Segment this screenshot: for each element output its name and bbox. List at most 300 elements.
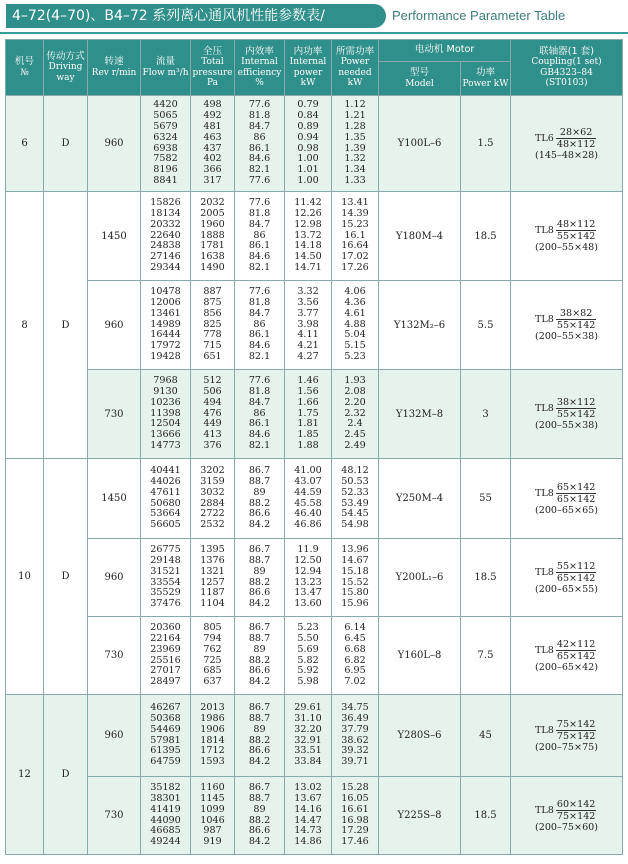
ipow-value: 1.00 — [297, 175, 319, 187]
ipow-value: 3.77 — [297, 307, 319, 319]
cell-flow — [141, 617, 191, 695]
cell-ipow — [285, 370, 332, 459]
flow-value: 44090 — [150, 814, 181, 826]
npow-value: 15.80 — [341, 587, 369, 599]
cell-eff — [235, 281, 285, 370]
flow-value: 23969 — [150, 643, 181, 655]
cell-speed: 960 — [88, 96, 141, 192]
flow-value: 13666 — [150, 429, 181, 441]
npow-value: 39.71 — [341, 756, 369, 768]
eff-value: 84.6 — [248, 251, 271, 263]
table-row — [6, 617, 623, 695]
npow-value: 1.93 — [344, 374, 366, 386]
ipow-value: 13.67 — [294, 792, 322, 804]
cell-ipow — [285, 777, 332, 855]
cell-driving: D — [44, 96, 88, 192]
cell-npow — [332, 192, 379, 281]
npow-value: 1.32 — [344, 153, 366, 165]
coupling-denominator: 55×142 — [556, 231, 596, 242]
coupling-denominator: 65×142 — [556, 572, 596, 584]
cell-pressure — [191, 695, 235, 777]
coupling-denominator: 75×142 — [556, 810, 596, 822]
ipow-value: 5.98 — [297, 676, 319, 688]
flow-value: 8196 — [153, 164, 178, 176]
flow-value: 11398 — [150, 407, 181, 419]
flow-value: 6324 — [153, 131, 178, 143]
cell-npow — [332, 695, 379, 777]
coupling-fraction — [556, 561, 597, 584]
coupling-prefix: TL8 — [534, 487, 554, 499]
cell-eff — [235, 370, 285, 459]
npow-value: 1.12 — [344, 98, 366, 110]
flow-value: 18134 — [150, 207, 181, 219]
flow-value: 27017 — [150, 665, 181, 677]
eff-value: 84.6 — [248, 340, 271, 352]
eff-value: 86.7 — [248, 781, 271, 793]
flow-value: 16444 — [150, 329, 181, 341]
flow-value: 10236 — [150, 396, 181, 408]
coupling-code: (200–65×55) — [534, 583, 599, 595]
npow-value: 5.04 — [344, 329, 366, 341]
ipow-value: 14.71 — [294, 262, 322, 274]
flow-value: 50368 — [150, 712, 181, 724]
cell-ipow — [285, 695, 332, 777]
npow-value: 6.14 — [344, 621, 366, 633]
cell-ipow — [285, 192, 332, 281]
coupling-prefix: TL8 — [534, 403, 554, 414]
eff-value: 86.1 — [248, 418, 271, 430]
coupling-prefix: TL6 — [534, 132, 554, 144]
table-row — [6, 370, 623, 459]
table-row — [6, 777, 623, 855]
ipow-value: 1.66 — [297, 396, 319, 408]
pressure-value: 715 — [203, 340, 222, 352]
flow-value: 10478 — [150, 285, 181, 297]
npow-value: 39.32 — [341, 745, 369, 757]
npow-value: 53.49 — [341, 497, 369, 509]
npow-value: 15.23 — [341, 218, 369, 230]
pressure-value: 1395 — [200, 543, 225, 555]
eff-value: 88.7 — [248, 554, 271, 566]
npow-value: 14.67 — [341, 554, 369, 566]
eff-value: 82.1 — [248, 164, 271, 176]
pressure-value: 1960 — [200, 218, 225, 230]
npow-value: 4.06 — [344, 285, 366, 297]
coupling-fraction — [556, 719, 597, 742]
npow-value: 54.45 — [341, 508, 369, 520]
flow-value: 12006 — [150, 296, 181, 308]
flow-value: 29148 — [150, 554, 181, 566]
npow-value: 1.39 — [344, 142, 366, 154]
coupling-fraction — [556, 639, 597, 662]
col-motor-power: 功率 Power kW — [461, 62, 511, 96]
pressure-value: 762 — [203, 643, 222, 655]
eff-value: 88.7 — [248, 792, 271, 804]
pressure-value: 887 — [203, 285, 222, 297]
flow-value: 26775 — [150, 543, 181, 555]
table-row — [6, 281, 623, 370]
pressure-value: 725 — [203, 654, 222, 666]
flow-value: 9130 — [153, 385, 178, 397]
npow-value: 2.08 — [344, 385, 366, 397]
cell-coupling — [511, 281, 623, 370]
coupling-numerator: 60×142 — [556, 798, 596, 810]
ipow-value: 0.94 — [297, 131, 319, 143]
ipow-value: 14.18 — [294, 240, 322, 252]
npow-value: 17.02 — [341, 251, 369, 263]
pressure-value: 512 — [203, 374, 222, 386]
eff-value: 84.7 — [248, 120, 271, 132]
npow-value: 17.26 — [341, 262, 369, 274]
eff-value: 86.7 — [248, 701, 271, 713]
ipow-value: 44.59 — [294, 486, 322, 498]
coupling-spec — [535, 482, 598, 516]
cell-flow — [141, 777, 191, 855]
coupling-spec — [535, 561, 598, 595]
ipow-value: 4.11 — [297, 329, 319, 341]
npow-value: 2.32 — [344, 407, 366, 419]
eff-value: 84.2 — [248, 836, 271, 848]
eff-value: 88.2 — [248, 734, 271, 746]
eff-value: 89 — [253, 803, 266, 815]
npow-value: 15.52 — [341, 576, 369, 588]
cell-model-no: 12 — [6, 695, 44, 855]
cell-model-no: 8 — [6, 192, 44, 459]
cell-motor-model: Y280S–6 — [379, 695, 461, 777]
pressure-value: 987 — [203, 825, 222, 837]
flow-value: 12504 — [150, 418, 181, 430]
cell-flow — [141, 281, 191, 370]
ipow-value: 32.91 — [294, 734, 322, 746]
pressure-value: 919 — [203, 836, 222, 848]
coupling-prefix: TL8 — [534, 314, 554, 325]
col-pressure: 全压 Total pressure Pa — [191, 40, 235, 96]
npow-value: 4.61 — [344, 307, 366, 319]
npow-value: 1.33 — [344, 175, 366, 187]
pressure-value: 1781 — [200, 240, 225, 252]
cell-speed: 1450 — [88, 459, 141, 539]
page-title: 4–72(4–70)、B4–72 系列离心通风机性能参数表/ — [12, 8, 325, 24]
pressure-value: 2032 — [200, 196, 225, 208]
npow-value: 15.28 — [341, 781, 369, 793]
coupling-spec — [535, 127, 598, 161]
pressure-value: 1104 — [200, 598, 225, 610]
eff-value: 82.1 — [248, 440, 271, 452]
npow-value: 6.95 — [344, 665, 366, 677]
coupling-numerator: 38×112 — [556, 397, 596, 408]
cell-coupling — [511, 539, 623, 617]
eff-value: 86.7 — [248, 543, 271, 555]
coupling-denominator: 65×142 — [556, 650, 596, 662]
flow-value: 8841 — [153, 175, 178, 187]
eff-value: 86.6 — [248, 665, 271, 677]
pressure-value: 376 — [203, 440, 222, 452]
flow-value: 38301 — [150, 792, 181, 804]
pressure-value: 449 — [203, 418, 222, 430]
npow-value: 6.82 — [344, 654, 366, 666]
flow-value: 56605 — [150, 519, 181, 531]
coupling-code: (200–65×65) — [534, 504, 599, 516]
coupling-code: (200–75×75) — [534, 741, 599, 753]
cell-coupling — [511, 695, 623, 777]
cell-flow — [141, 695, 191, 777]
flow-value: 17972 — [150, 340, 181, 352]
pressure-value: 498 — [203, 98, 222, 110]
eff-value: 88.2 — [248, 576, 271, 588]
npow-value: 1.21 — [344, 109, 366, 121]
npow-value: 5.23 — [344, 351, 366, 363]
coupling-prefix: TL8 — [534, 804, 554, 816]
cell-motor-power: 3 — [461, 370, 511, 459]
cell-coupling — [511, 96, 623, 192]
flow-value: 14773 — [150, 440, 181, 452]
cell-eff — [235, 539, 285, 617]
pressure-value: 1888 — [200, 229, 225, 241]
ipow-value: 3.98 — [297, 318, 319, 330]
eff-value: 88.2 — [248, 497, 271, 509]
cell-driving: D — [44, 695, 88, 855]
pressure-value: 856 — [203, 307, 222, 319]
cell-ipow — [285, 96, 332, 192]
ipow-value: 0.98 — [297, 142, 319, 154]
performance-table — [5, 39, 623, 855]
coupling-code: (200–65×42) — [534, 661, 599, 673]
pressure-value: 685 — [203, 665, 222, 677]
coupling-numerator: 55×112 — [556, 560, 596, 572]
table-row — [6, 539, 623, 617]
ipow-value: 5.92 — [297, 665, 319, 677]
eff-value: 84.7 — [248, 396, 271, 408]
flow-value: 5065 — [153, 109, 178, 121]
coupling-denominator: 48×112 — [556, 138, 596, 150]
coupling-numerator: 65×142 — [556, 481, 596, 493]
ipow-value: 12.98 — [294, 218, 322, 230]
npow-value: 13.96 — [341, 543, 369, 555]
ipow-value: 11.42 — [294, 196, 322, 208]
npow-value: 15.18 — [341, 565, 369, 577]
eff-value: 84.2 — [248, 676, 271, 688]
coupling-code: (200–75×60) — [534, 821, 599, 833]
cell-ipow — [285, 459, 332, 539]
cell-npow — [332, 777, 379, 855]
npow-value: 15.96 — [341, 598, 369, 610]
eff-value: 84.6 — [248, 429, 271, 441]
flow-value: 27146 — [150, 251, 181, 263]
eff-value: 81.8 — [248, 385, 271, 397]
npow-value: 37.79 — [341, 723, 369, 735]
flow-value: 50680 — [150, 497, 181, 509]
flow-value: 33554 — [150, 576, 181, 588]
col-power-needed: 所需功率 Power needed kW — [332, 40, 379, 96]
cell-ipow — [285, 617, 332, 695]
cell-motor-model: Y132M–8 — [379, 370, 461, 459]
pressure-value: 1187 — [200, 587, 225, 599]
coupling-spec — [535, 219, 598, 253]
cell-model-no: 10 — [6, 459, 44, 695]
cell-motor-model: Y100L–6 — [379, 96, 461, 192]
npow-value: 13.41 — [341, 196, 369, 208]
ipow-value: 46.86 — [294, 519, 322, 531]
cell-eff — [235, 695, 285, 777]
cell-coupling — [511, 192, 623, 281]
npow-value: 38.62 — [341, 734, 369, 746]
eff-value: 86 — [253, 318, 266, 330]
ipow-value: 12.94 — [294, 565, 322, 577]
pressure-value: 1593 — [200, 756, 225, 768]
coupling-code: (145–48×28) — [534, 149, 599, 161]
cell-flow — [141, 539, 191, 617]
pressure-value: 825 — [203, 318, 222, 330]
pressure-value: 2884 — [200, 497, 225, 509]
cell-motor-power: 1.5 — [461, 96, 511, 192]
pressure-value: 506 — [203, 385, 222, 397]
coupling-prefix: TL8 — [534, 566, 554, 578]
cell-coupling — [511, 370, 623, 459]
coupling-spec — [535, 719, 598, 753]
eff-value: 86.6 — [248, 745, 271, 757]
eff-value: 86.6 — [248, 587, 271, 599]
ipow-value: 46.40 — [294, 508, 322, 520]
cell-coupling — [511, 777, 623, 855]
cell-ipow — [285, 281, 332, 370]
cell-pressure — [191, 539, 235, 617]
ipow-value: 13.23 — [294, 576, 322, 588]
pressure-value: 494 — [203, 396, 222, 408]
flow-value: 31521 — [150, 565, 181, 577]
pressure-value: 1099 — [200, 803, 225, 815]
ipow-value: 41.00 — [294, 464, 322, 476]
flow-value: 61395 — [150, 745, 181, 757]
ipow-value: 0.79 — [297, 98, 319, 110]
flow-value: 14989 — [150, 318, 181, 330]
ipow-value: 0.84 — [297, 109, 319, 121]
ipow-value: 13.47 — [294, 587, 322, 599]
flow-value: 20332 — [150, 218, 181, 230]
pressure-value: 402 — [203, 153, 222, 165]
flow-value: 41419 — [150, 803, 181, 815]
flow-value: 37476 — [150, 598, 181, 610]
eff-value: 81.8 — [248, 296, 271, 308]
flow-value: 22640 — [150, 229, 181, 241]
eff-value: 89 — [253, 486, 266, 498]
coupling-fraction — [556, 308, 597, 331]
coupling-fraction — [556, 127, 597, 150]
eff-value: 77.6 — [248, 98, 271, 110]
table-row — [6, 192, 623, 281]
ipow-value: 1.00 — [297, 153, 319, 165]
table-row — [6, 695, 623, 777]
eff-value: 89 — [253, 723, 266, 735]
pressure-value: 1257 — [200, 576, 225, 588]
cell-motor-power: 45 — [461, 695, 511, 777]
coupling-spec — [535, 308, 598, 342]
flow-value: 24838 — [150, 240, 181, 252]
npow-value: 16.05 — [341, 792, 369, 804]
cell-speed: 960 — [88, 695, 141, 777]
ipow-value: 1.46 — [297, 374, 319, 386]
pressure-value: 1814 — [200, 734, 225, 746]
ipow-value: 14.47 — [294, 814, 322, 826]
pressure-value: 1046 — [200, 814, 225, 826]
pressure-value: 1160 — [200, 781, 225, 793]
coupling-denominator: 55×142 — [556, 409, 596, 420]
pressure-value: 476 — [203, 407, 222, 419]
coupling-spec — [535, 799, 598, 833]
eff-value: 88.2 — [248, 654, 271, 666]
pressure-value: 1145 — [200, 792, 225, 804]
cell-motor-model: Y160L–8 — [379, 617, 461, 695]
eff-value: 88.7 — [248, 712, 271, 724]
ipow-value: 33.84 — [294, 756, 322, 768]
pressure-value: 437 — [203, 142, 222, 154]
cell-speed: 960 — [88, 539, 141, 617]
pressure-value: 481 — [203, 120, 222, 132]
eff-value: 84.7 — [248, 218, 271, 230]
ipow-value: 5.69 — [297, 643, 319, 655]
coupling-numerator: 38×82 — [556, 308, 597, 320]
flow-value: 57981 — [150, 734, 181, 746]
eff-value: 86.1 — [248, 142, 271, 154]
ipow-value: 4.27 — [297, 351, 319, 363]
flow-value: 47611 — [150, 486, 181, 498]
npow-value: 54.98 — [341, 519, 369, 531]
table-row — [6, 459, 623, 539]
col-model-no: 机号 № — [6, 40, 44, 96]
ipow-value: 1.01 — [297, 164, 319, 176]
flow-value: 64759 — [150, 756, 181, 768]
flow-value: 7968 — [153, 374, 178, 386]
table-row — [6, 96, 623, 192]
col-speed: 转速 Rev r/min — [88, 40, 141, 96]
cell-flow — [141, 459, 191, 539]
flow-value: 35182 — [150, 781, 181, 793]
eff-value: 86.1 — [248, 240, 271, 252]
ipow-value: 14.73 — [294, 825, 322, 837]
coupling-code: (200–55×38) — [534, 420, 599, 431]
npow-value: 17.29 — [341, 825, 369, 837]
pressure-value: 1712 — [200, 745, 225, 757]
cell-motor-model: Y200L₁–6 — [379, 539, 461, 617]
pressure-value: 2005 — [200, 207, 225, 219]
ipow-value: 43.07 — [294, 475, 322, 487]
col-motor: 电动机 Motor — [379, 40, 511, 62]
npow-value: 16.61 — [341, 803, 369, 815]
ipow-value: 29.61 — [294, 701, 322, 713]
cell-pressure — [191, 617, 235, 695]
eff-value: 84.2 — [248, 598, 271, 610]
flow-value: 40441 — [150, 464, 181, 476]
coupling-code: (200–55×38) — [534, 331, 599, 342]
ipow-value: 45.58 — [294, 497, 322, 509]
cell-npow — [332, 281, 379, 370]
flow-value: 22164 — [150, 632, 181, 644]
eff-value: 89 — [253, 565, 266, 577]
pressure-value: 778 — [203, 329, 222, 341]
cell-eff — [235, 777, 285, 855]
cell-motor-power: 18.5 — [461, 192, 511, 281]
coupling-denominator: 65×142 — [556, 493, 596, 505]
coupling-prefix: TL8 — [534, 644, 554, 656]
ipow-value: 31.10 — [294, 712, 322, 724]
cell-pressure — [191, 96, 235, 192]
ipow-value: 13.02 — [294, 781, 322, 793]
flow-value: 44026 — [150, 475, 181, 487]
eff-value: 89 — [253, 643, 266, 655]
npow-value: 6.68 — [344, 643, 366, 655]
npow-value: 1.28 — [344, 120, 366, 132]
flow-value: 4420 — [153, 98, 178, 110]
flow-value: 54469 — [150, 723, 181, 735]
